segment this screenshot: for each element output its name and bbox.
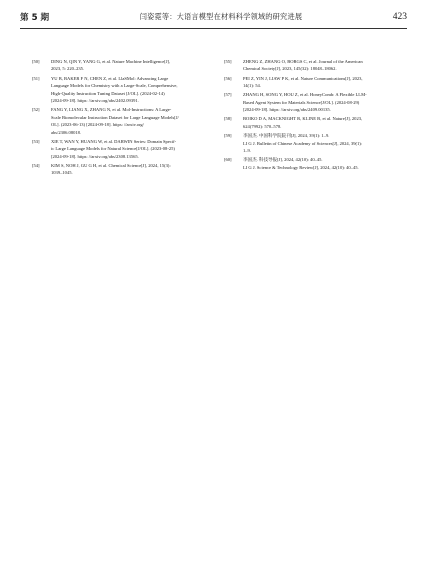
reference-entry: [224, 132, 398, 154]
reference-text-line: YU B, BAKER F N, CHEN Z, et al. LlaSMol: Advancing Large: [51, 75, 169, 81]
references-right-column: [224, 58, 398, 173]
reference-text-line: DING N, QIN Y, YANG G, et al. Nature Machine Intelligence[J],: [51, 59, 171, 64]
reference-number: [55]: [224, 59, 232, 64]
reference-entry: [32, 106, 206, 136]
reference-entry: [32, 75, 206, 105]
reference-number: [54]: [32, 162, 40, 168]
reference-text-line: Language Models for Chemistry with a Large-Scale, Comprehensive,: [51, 83, 178, 89]
reference-text-line: ZHENG Z, ZHANG O, BORGS C, et al. Journal of the American: [243, 59, 363, 64]
reference-text-line: 1–9.: [243, 147, 251, 153]
reference-text-line: Chemical Society[J], 2023, 145(32): 18048–18062.: [243, 66, 337, 72]
reference-number: [52]: [32, 107, 40, 113]
reference-text-line: 624(7992): 570–578.: [243, 123, 282, 129]
reference-text-line: Scale Biomolecular Instruction Dataset for Large Language Models[J/: [51, 114, 179, 120]
references-left-column: [32, 58, 206, 179]
reference-text-line: [2024-09-18]. https: //arxiv.org/abs/2308.13565.: [51, 153, 139, 159]
reference-text-line: 1039–1045.: [51, 170, 73, 176]
running-title: 闫姿霓等：大语言模型在材料科学领域的研究进展: [139, 12, 303, 21]
reference-text-line: XIE T, WAN Y, HUANG W, et al. DARWIN Series: Domain Specif-: [51, 138, 177, 144]
reference-text-line: FANG Y, LIANG X, ZHANG N, et al. Mol-Instructions: A Large-: [51, 107, 172, 113]
reference-number: [57]: [224, 92, 232, 98]
reference-entry: [224, 75, 398, 90]
reference-text-line: PEI Z, YIN J, LIAW P K, et al. Nature Communications[J], 2023,: [243, 75, 363, 81]
reference-text-line: 14(1): 54.: [243, 83, 261, 89]
reference-text-line: OL]. (2023-06-13) [2024-09-18]. https: //arxiv.org/: [51, 122, 144, 128]
reference-text-line: LI G J. Science & Technology Review[J], 2024, 42(10): 40–45.: [243, 164, 359, 170]
reference-number: [56]: [224, 75, 232, 81]
page-number: 423: [392, 12, 407, 22]
reference-entry: [32, 138, 206, 160]
reference-entry: [224, 156, 398, 171]
reference-entry: [224, 115, 398, 130]
reference-number: [60]: [224, 157, 232, 163]
reference-text-line: [2024-09-18]. https: //arxiv.org/abs/2409.00135.: [243, 107, 331, 113]
reference-entry: [32, 162, 206, 177]
issue-number: 第 5 期: [20, 13, 50, 23]
reference-entry: [224, 58, 398, 73]
reference-number: [58]: [224, 116, 232, 122]
reference-entry: [32, 58, 206, 73]
reference-text-line: 李国杰. 中国科学院院刊[J], 2024, 39(1): 1–9.: [243, 133, 330, 139]
reference-text-line: Based Agent System for Materials Science[J/OL]. (2024-08-29): [243, 99, 360, 105]
reference-text-line: BOIKO D A, MACKNIGHT R, KLINE B, et al. Nature[J], 2023,: [243, 116, 363, 122]
reference-number: [59]: [224, 133, 232, 139]
reference-text-line: abs/2306.08018.: [51, 129, 82, 135]
reference-number: [50]: [32, 59, 40, 64]
reference-number: [53]: [32, 138, 40, 144]
reference-text-line: ic Large Language Models for Natural Science[J/OL]. (2023-08-25): [51, 146, 175, 152]
reference-text-line: 李国杰. 科技导报[J], 2024, 42(10): 40–45.: [243, 157, 323, 163]
running-header: [20, 6, 407, 29]
reference-text-line: KIM S, NOH J, GU G H, et al. Chemical Science[J], 2024, 15(3):: [51, 162, 171, 168]
reference-entry: [224, 91, 398, 113]
reference-text-line: 2023, 5: 220–235.: [51, 66, 85, 72]
reference-text-line: ZHANG H, SONG Y, HOU Z, et al. HoneyComb: A Flexible LLM-: [243, 92, 367, 98]
reference-text-line: LI G J. Bulletin of Chinese Academy of Sciences[J], 2024, 39(1):: [243, 140, 363, 146]
reference-text-line: High-Quality Instruction Tuning Dataset [J/OL]. (2024-02-14): [51, 90, 165, 96]
reference-number: [51]: [32, 75, 40, 81]
reference-text-line: [2024-09-18]. https: //arxiv.org/abs/2402.09391.: [51, 98, 139, 104]
